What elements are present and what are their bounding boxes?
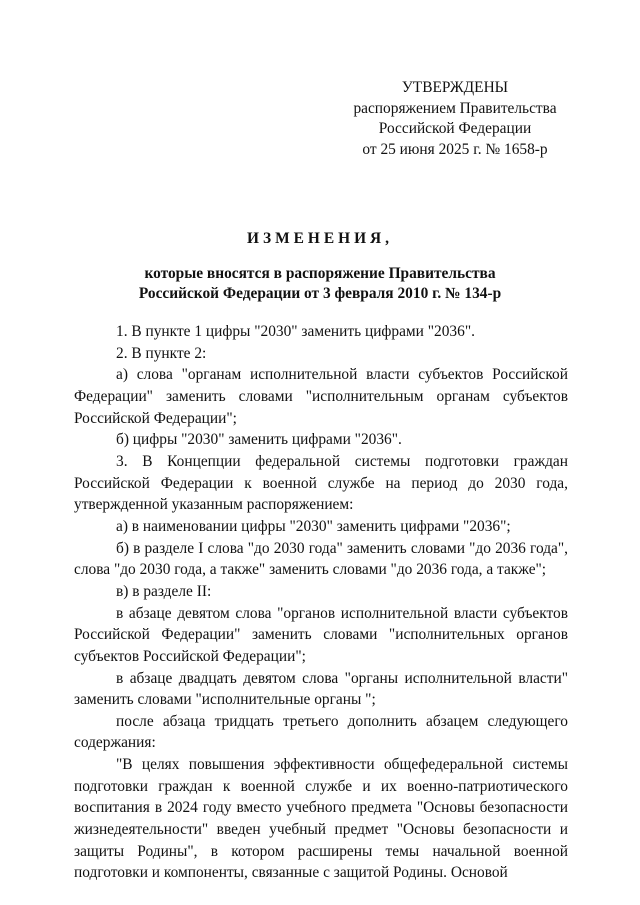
paragraph: б) в разделе I слова "до 2030 года" заменить словами "до 2036 года", слова "до 2030 года, а также" заменить словами "до 2036 года, а также"; [74, 539, 568, 579]
paragraph: "В целях повышения эффективности общефедеральной системы подготовки граждан к военной службе и их военно-патриотического воспитания в 2024 году вместо учебного предмета "Основы безопасности жизнедеятельности" введен учебный предмет "Основы безопасности и защиты Родины", в котором расширены темы начальной военной подготовки и компоненты, связанные с защитой Родины. Основой [74, 756, 568, 882]
approval-line-3: Российской Федерации [378, 120, 532, 137]
paragraph: 2. В пункте 2: [116, 344, 207, 362]
paragraph: б) цифры "2030" заменить цифрами "2036". [116, 431, 402, 449]
title-subtitle-line-2: Российской Федерации от 3 февраля 2010 г. № 134-р [138, 285, 502, 302]
paragraph: после абзаца тридцать третьего дополнить абзацем следующего содержания: [74, 712, 568, 752]
paragraph: 3. В Концепции федеральной системы подготовки граждан Российской Федерации к военной службе на период до 2030 года, утвержденной указанным распоряжением: [74, 452, 568, 514]
paragraph: в абзаце девятом слова "органов исполнительной власти субъектов Российской Федерации" заменить словами "исполнительных органов субъектов Российской Федерации"; [74, 604, 568, 665]
title-subtitle [60, 264, 580, 304]
document-title [60, 228, 580, 304]
paragraph: а) слова "органам исполнительной власти субъектов Российской Федерации" заменить словами "исполнительным органам субъектов Российской Федерации"; [74, 366, 568, 427]
document-body [74, 321, 568, 884]
paragraph: в абзаце двадцать девятом слова "органы исполнительной власти" заменить словами "исполнительные органы "; [74, 669, 568, 709]
paragraph: 1. В пункте 1 цифры "2030" заменить цифрами "2036". [116, 323, 475, 340]
approval-heading: УТВЕРЖДЕНЫ [401, 79, 509, 96]
paragraph: а) в наименовании цифры "2030" заменить цифрами "2036"; [116, 517, 511, 535]
approval-stamp [330, 78, 580, 160]
approval-date: от 25 июня 2025 г. № 1658-р [362, 140, 548, 158]
title-heading: ИЗМЕНЕНИЯ, [246, 230, 394, 247]
approval-line-2: распоряжением Правительства [353, 99, 557, 117]
paragraph: в) в разделе II: [116, 582, 212, 600]
title-subtitle-line-1: которые вносятся в распоряжение Правительства [144, 265, 496, 282]
